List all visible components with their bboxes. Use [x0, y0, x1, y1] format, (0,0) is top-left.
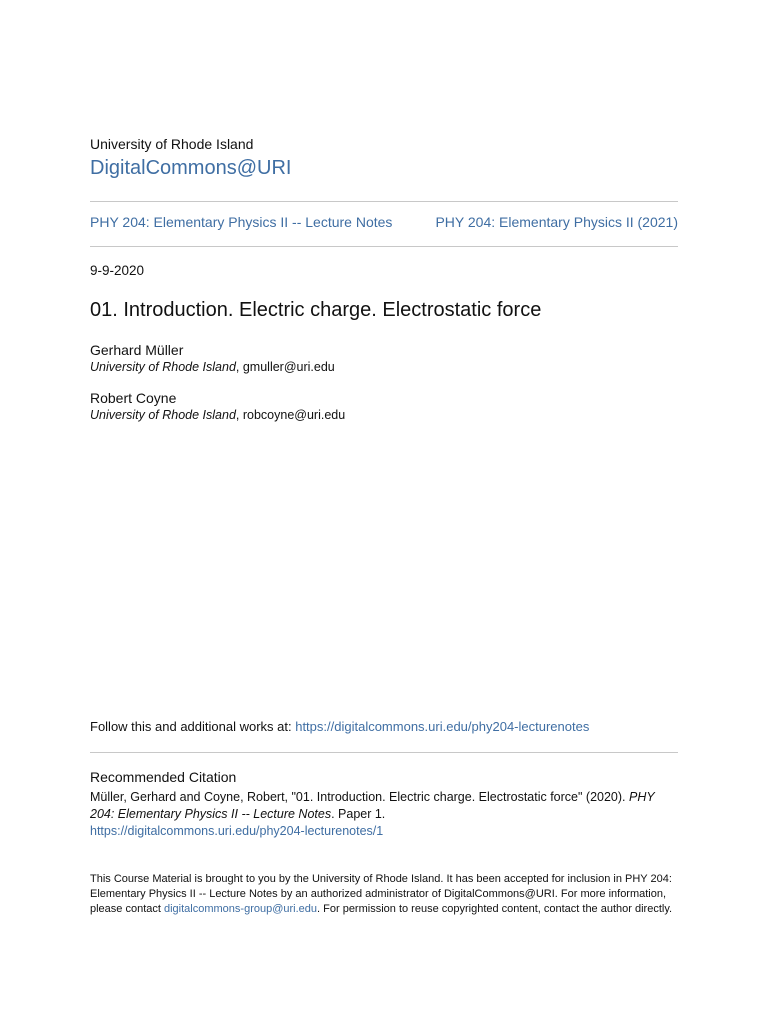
author-name: Gerhard Müller: [90, 342, 184, 358]
author-name: Robert Coyne: [90, 390, 177, 406]
course-collection-link[interactable]: PHY 204: Elementary Physics II (2021): [435, 214, 678, 230]
citation-text: [90, 789, 678, 840]
author-email: , robcoyne@uri.edu: [235, 408, 346, 422]
lecture-notes-collection-link[interactable]: PHY 204: Elementary Physics II -- Lecture Notes: [90, 214, 393, 230]
contact-email-link[interactable]: digitalcommons-group@uri.edu: [164, 903, 318, 915]
cover-page: [90, 0, 678, 1024]
author-email: , gmuller@uri.edu: [235, 360, 335, 374]
collection-url-link[interactable]: https://digitalcommons.uri.edu/phy204-lecturenotes: [295, 719, 590, 734]
divider-collections: [90, 246, 678, 247]
collection-links: [90, 214, 678, 230]
citation-body: Müller, Gerhard and Coyne, Robert, "01. Introduction. Electric charge. Electrostatic force" (2020).: [90, 790, 629, 804]
follow-text: Follow this and additional works at:: [90, 719, 296, 734]
follow-line: [90, 719, 589, 734]
footer-text: This Course Material is brought to you by the University of Rhode Island. It has been accepted for inclusion in PHY 204: Elementary Physics II -- Lecture Notes by an authorized administrator of DigitalCommons@URI. For more information, please contact: [90, 873, 672, 915]
citation-journal: PHY 204: Elementary Physics II -- Lecture Notes: [90, 790, 655, 821]
publication-date: 9-9-2020: [90, 263, 145, 278]
author-affiliation: [90, 359, 335, 376]
author-affiliation: [90, 407, 345, 424]
divider-citation: [90, 752, 678, 753]
document-title: 01. Introduction. Electric charge. Electrostatic force: [90, 299, 542, 321]
footer-text-end: . For permission to reuse copyrighted content, contact the author directly.: [317, 903, 673, 915]
citation-url-link[interactable]: https://digitalcommons.uri.edu/phy204-lecturenotes/1: [90, 824, 384, 838]
author-block: [90, 342, 335, 376]
repository-link[interactable]: DigitalCommons@URI: [90, 157, 292, 179]
divider-top: [90, 201, 678, 202]
institution-name: University of Rhode Island: [90, 136, 254, 152]
footer-notice: [90, 872, 678, 917]
affiliation-name: University of Rhode Island: [90, 408, 236, 422]
citation-heading: Recommended Citation: [90, 769, 237, 785]
author-block: [90, 390, 345, 424]
citation-paper: . Paper 1.: [331, 807, 386, 821]
affiliation-name: University of Rhode Island: [90, 360, 236, 374]
